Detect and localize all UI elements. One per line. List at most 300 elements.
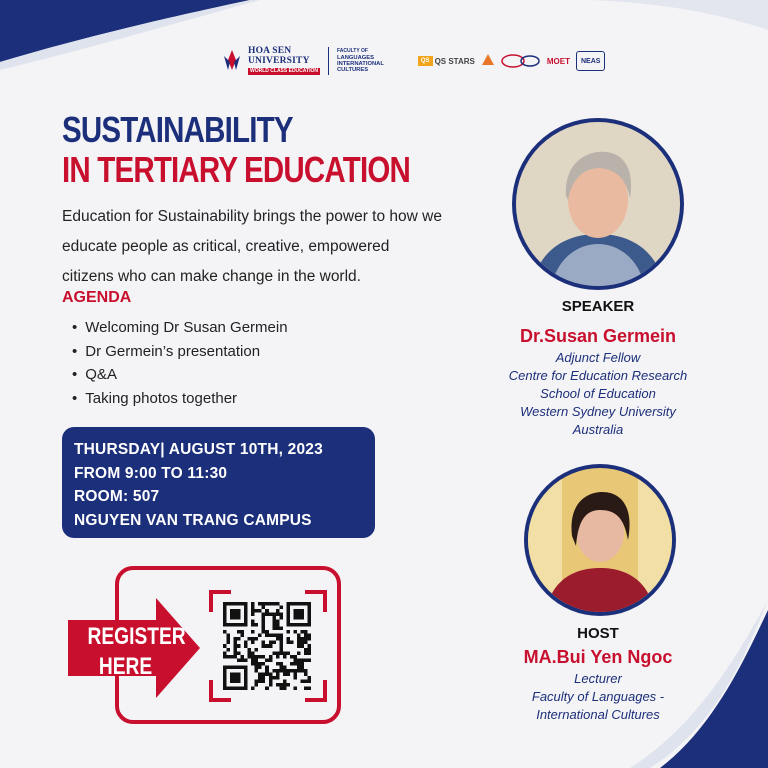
host-detail-line: International Cultures <box>536 707 660 722</box>
qr-module <box>251 623 255 627</box>
qr-module <box>262 620 266 624</box>
qr-module <box>276 676 280 680</box>
qr-module <box>244 616 248 620</box>
qr-module <box>307 679 311 683</box>
qr-module <box>227 623 231 627</box>
qr-module <box>244 672 248 676</box>
qr-module <box>279 627 283 631</box>
qr-module <box>300 669 304 673</box>
agenda-item: • Dr Germein’s presentation <box>72 340 288 364</box>
qr-module <box>272 620 276 624</box>
speaker-photo <box>510 116 686 292</box>
event-details-box <box>62 427 375 538</box>
qr-module <box>244 683 248 687</box>
qr-module <box>307 602 311 606</box>
qr-module <box>300 662 304 666</box>
qr-module <box>234 655 238 659</box>
qr-module <box>258 609 262 613</box>
qr-module <box>269 672 273 676</box>
qr-module <box>251 620 255 624</box>
qr-module <box>244 644 248 648</box>
qr-module <box>300 644 304 648</box>
qr-module <box>286 616 290 620</box>
qr-module <box>265 613 269 617</box>
qr-module <box>244 602 248 606</box>
qr-module <box>241 686 245 690</box>
qr-module <box>272 623 276 627</box>
qr-module <box>300 665 304 669</box>
qr-module <box>234 679 238 683</box>
qr-module <box>251 609 255 613</box>
qr-module <box>244 641 248 645</box>
speaker-detail-line: Western Sydney University <box>520 404 676 419</box>
qr-module <box>304 630 308 634</box>
qr-module <box>244 669 248 673</box>
accreditation-triangle-icon <box>481 53 495 69</box>
university-logo-text <box>248 47 320 75</box>
qr-module <box>269 683 273 687</box>
qr-module <box>276 637 280 641</box>
qr-module <box>297 616 301 620</box>
qr-module <box>290 623 294 627</box>
qr-module <box>244 609 248 613</box>
qr-module <box>262 606 266 610</box>
qr-module <box>297 665 301 669</box>
qr-module <box>286 620 290 624</box>
qr-module <box>283 669 287 673</box>
event-title-line2: IN TERTIARY EDUCATION <box>62 149 410 190</box>
qr-module <box>290 669 294 673</box>
qr-module <box>272 641 276 645</box>
qr-module <box>230 676 234 680</box>
qr-module <box>237 644 241 648</box>
qr-module <box>300 609 304 613</box>
qr-module <box>223 616 227 620</box>
qr-module <box>269 613 273 617</box>
qr-module <box>304 658 308 662</box>
qr-module <box>230 672 234 676</box>
qr-module <box>227 655 231 659</box>
agenda-item: • Welcoming Dr Susan Germein <box>72 316 288 340</box>
qr-module <box>234 609 238 613</box>
host-detail-line: Lecturer <box>574 671 622 686</box>
qr-module <box>223 679 227 683</box>
qr-module <box>230 679 234 683</box>
qr-module <box>265 609 269 613</box>
qr-module <box>251 630 255 634</box>
qr-module <box>223 683 227 687</box>
qr-module <box>276 683 280 687</box>
qr-module <box>265 602 269 606</box>
qr-module <box>304 602 308 606</box>
speaker-detail-line: Australia <box>572 422 624 437</box>
qr-module <box>223 630 227 634</box>
speaker-detail-line: School of Education <box>540 386 656 401</box>
qr-module <box>244 686 248 690</box>
qr-module <box>276 655 280 659</box>
qr-module <box>297 634 301 638</box>
qr-module <box>234 665 238 669</box>
faculty-line2: INTERNATIONAL <box>336 60 384 67</box>
qr-module <box>265 686 269 690</box>
qr-module <box>283 672 287 676</box>
qr-module <box>304 672 308 676</box>
qr-module <box>251 658 255 662</box>
qr-module <box>276 613 280 617</box>
qr-module <box>241 630 245 634</box>
register-label-line1: REGISTER <box>87 623 186 650</box>
qr-module <box>251 641 255 645</box>
qr-module <box>307 623 311 627</box>
qr-module <box>237 679 241 683</box>
qr-module <box>286 630 290 634</box>
qr-module <box>223 613 227 617</box>
qr-module <box>307 644 311 648</box>
qr-module <box>237 686 241 690</box>
speaker-detail-line: Centre for Education Research <box>508 368 688 383</box>
qr-module <box>258 602 262 606</box>
qr-module <box>286 637 290 641</box>
qr-module <box>255 637 259 641</box>
qr-module <box>248 637 252 641</box>
qr-module <box>272 602 276 606</box>
qr-module <box>269 679 273 683</box>
qr-module <box>237 637 241 641</box>
qr-module <box>248 655 252 659</box>
host-photo <box>522 462 678 618</box>
qr-module <box>255 648 259 652</box>
qr-module <box>227 602 231 606</box>
qr-module <box>272 676 276 680</box>
qr-module <box>300 613 304 617</box>
qr-module <box>293 609 297 613</box>
qr-module <box>251 686 255 690</box>
qr-module <box>265 672 269 676</box>
qr-module <box>262 613 266 617</box>
qr-module <box>297 637 301 641</box>
qr-module <box>234 676 238 680</box>
agenda-item: • Q&A <box>72 363 288 387</box>
qr-module <box>269 602 273 606</box>
qr-module <box>279 648 283 652</box>
speaker-detail-line: Adjunct Fellow <box>555 350 641 365</box>
qr-module <box>286 641 290 645</box>
qr-module <box>297 609 301 613</box>
qr-module <box>304 623 308 627</box>
qr-module <box>237 623 241 627</box>
qr-module <box>269 658 273 662</box>
qr-module <box>234 648 238 652</box>
qr-module <box>223 609 227 613</box>
qr-module <box>304 641 308 645</box>
event-title-line1: SUSTAINABILITY <box>62 109 293 150</box>
qr-module <box>230 686 234 690</box>
qr-module <box>262 679 266 683</box>
qr-module <box>223 686 227 690</box>
qr-module <box>297 658 301 662</box>
qr-module <box>234 651 238 655</box>
qr-module <box>234 616 238 620</box>
qr-module <box>251 651 255 655</box>
qr-module <box>230 665 234 669</box>
qr-module <box>251 613 255 617</box>
qr-module <box>307 634 311 638</box>
qr-module <box>307 609 311 613</box>
speaker-role: SPEAKER <box>561 298 635 315</box>
qr-module <box>262 641 266 645</box>
qr-module <box>248 648 252 652</box>
qr-module <box>234 637 238 641</box>
qr-module <box>265 644 269 648</box>
qr-module <box>293 613 297 617</box>
agenda-list <box>72 316 288 410</box>
qr-module <box>304 686 308 690</box>
qr-module <box>255 623 259 627</box>
qr-module <box>244 665 248 669</box>
university-name-line2: UNIVERSITY <box>248 55 310 66</box>
qr-module <box>262 623 266 627</box>
host-detail-line: Faculty of Languages - <box>531 689 665 704</box>
qr-module <box>286 609 290 613</box>
qr-module <box>258 665 262 669</box>
qr-module <box>300 679 304 683</box>
top-left-swoosh <box>0 0 260 70</box>
faculty-line3: CULTURES <box>336 66 369 73</box>
qr-module <box>251 655 255 659</box>
qr-module <box>241 634 245 638</box>
partner-oval-logo-icon <box>501 54 541 68</box>
qr-module <box>293 669 297 673</box>
qr-module <box>241 665 245 669</box>
qr-module <box>297 662 301 666</box>
qr-module <box>300 630 304 634</box>
qr-module <box>251 637 255 641</box>
qr-module <box>230 655 234 659</box>
qr-module <box>255 658 259 662</box>
qr-module <box>279 669 283 673</box>
qr-module <box>279 634 283 638</box>
qr-module <box>237 651 241 655</box>
moet-badge: MOET <box>546 56 570 66</box>
qr-module <box>227 641 231 645</box>
qr-module <box>234 641 238 645</box>
qr-module <box>293 662 297 666</box>
qr-module <box>307 606 311 610</box>
qr-module <box>304 634 308 638</box>
top-right-swoosh <box>588 0 768 40</box>
event-time: FROM 9:00 TO 11:30 <box>74 464 228 482</box>
qr-module <box>234 644 238 648</box>
qr-module <box>223 606 227 610</box>
qr-module <box>286 672 290 676</box>
qr-module <box>223 665 227 669</box>
qr-module <box>234 602 238 606</box>
qr-module <box>234 672 238 676</box>
qr-module <box>279 665 283 669</box>
qr-module <box>255 683 259 687</box>
qr-module <box>227 648 231 652</box>
host-role: HOST <box>577 625 619 642</box>
register-label[interactable] <box>78 622 186 682</box>
logo-divider <box>328 47 329 75</box>
qr-module <box>293 658 297 662</box>
qr-module <box>255 669 259 673</box>
neas-badge: NEAS <box>576 51 605 71</box>
qr-module <box>293 686 297 690</box>
qr-module <box>251 662 255 666</box>
qr-module <box>304 651 308 655</box>
qr-module <box>286 683 290 687</box>
qr-module <box>237 630 241 634</box>
qr-module <box>262 672 266 676</box>
qr-module <box>293 630 297 634</box>
qs-stars-label: QS STARS <box>434 56 475 66</box>
qr-module <box>297 613 301 617</box>
university-name-line1: HOA SEN <box>248 46 292 56</box>
qr-module <box>223 644 227 648</box>
qr-module <box>290 602 294 606</box>
qr-module <box>283 679 287 683</box>
qr-module <box>269 644 273 648</box>
qr-module <box>258 679 262 683</box>
qr-module <box>262 627 266 631</box>
qr-module <box>283 686 287 690</box>
qr-module <box>293 676 297 680</box>
qr-module <box>255 609 259 613</box>
faculty-small-label: FACULTY OF <box>336 48 368 55</box>
qr-module <box>283 683 287 687</box>
qr-module <box>230 616 234 620</box>
qr-module <box>307 686 311 690</box>
qr-module <box>286 606 290 610</box>
qr-module <box>276 627 280 631</box>
qr-module <box>269 634 273 638</box>
qr-module <box>279 651 283 655</box>
qr-module <box>251 602 255 606</box>
qr-module <box>262 655 266 659</box>
qr-module <box>230 613 234 617</box>
qr-module <box>234 686 238 690</box>
registration-qr-code[interactable] <box>223 602 311 690</box>
qr-module <box>272 627 276 631</box>
event-description: Education for Sustainability brings the power to how we educate people as critical, creative, empowered citizens who can make change in the world. <box>62 208 442 285</box>
qr-module <box>237 672 241 676</box>
qr-module <box>262 616 266 620</box>
qr-module <box>223 669 227 673</box>
qr-module <box>244 613 248 617</box>
qr-module <box>297 651 301 655</box>
qr-module <box>272 634 276 638</box>
qr-module <box>290 641 294 645</box>
qr-module <box>244 623 248 627</box>
qr-module <box>237 665 241 669</box>
qr-module <box>244 606 248 610</box>
qr-module <box>300 602 304 606</box>
qr-module <box>272 616 276 620</box>
qr-module <box>279 606 283 610</box>
qr-module <box>276 620 280 624</box>
qr-module <box>297 623 301 627</box>
qr-module <box>258 634 262 638</box>
qr-module <box>262 644 266 648</box>
qr-module <box>279 644 283 648</box>
qr-module <box>265 669 269 673</box>
qr-module <box>283 665 287 669</box>
qr-module <box>227 686 231 690</box>
qr-module <box>300 658 304 662</box>
agenda-heading: AGENDA <box>62 289 132 306</box>
qr-module <box>230 609 234 613</box>
qr-module <box>255 662 259 666</box>
qs-stars-badge <box>418 52 475 70</box>
event-room: ROOM: 507 <box>74 488 160 505</box>
qr-module <box>276 602 280 606</box>
qr-module <box>286 613 290 617</box>
register-label-line2: HERE <box>98 653 153 680</box>
qr-module <box>276 669 280 673</box>
university-tagline: WORLD CLASS EDUCATION <box>250 68 318 74</box>
qr-module <box>258 676 262 680</box>
qr-module <box>279 683 283 687</box>
qr-module <box>307 648 311 652</box>
qr-module <box>241 658 245 662</box>
qr-module <box>241 655 245 659</box>
qr-module <box>269 655 273 659</box>
qr-module <box>269 641 273 645</box>
qr-module <box>244 658 248 662</box>
qr-module <box>276 672 280 676</box>
qr-module <box>304 648 308 652</box>
qr-module <box>279 637 283 641</box>
qr-module <box>286 623 290 627</box>
qr-module <box>269 676 273 680</box>
qr-module <box>279 686 283 690</box>
qr-module <box>293 623 297 627</box>
qr-module <box>297 669 301 673</box>
qr-module <box>279 641 283 645</box>
qr-module <box>244 620 248 624</box>
qr-module <box>304 637 308 641</box>
agenda-item: • Taking photos together <box>72 387 288 411</box>
qr-module <box>297 602 301 606</box>
qr-module <box>276 634 280 638</box>
event-campus: NGUYEN VAN TRANG CAMPUS <box>74 511 312 529</box>
qr-module <box>276 651 280 655</box>
qr-module <box>223 672 227 676</box>
qr-module <box>307 651 311 655</box>
qr-module <box>307 616 311 620</box>
qr-module <box>258 672 262 676</box>
qr-module <box>258 655 262 659</box>
qr-module <box>286 651 290 655</box>
qr-module <box>276 662 280 666</box>
qr-module <box>307 637 311 641</box>
qr-module <box>265 634 269 638</box>
qr-module <box>237 658 241 662</box>
qr-module <box>237 602 241 606</box>
qr-module <box>293 672 297 676</box>
qr-module <box>223 676 227 680</box>
qr-module <box>307 658 311 662</box>
qr-module <box>265 665 269 669</box>
qr-module <box>223 623 227 627</box>
qr-module <box>265 630 269 634</box>
qr-module <box>276 623 280 627</box>
faculty-logo-text <box>337 49 384 72</box>
qr-module <box>244 676 248 680</box>
qr-module <box>290 655 294 659</box>
qr-module <box>223 655 227 659</box>
